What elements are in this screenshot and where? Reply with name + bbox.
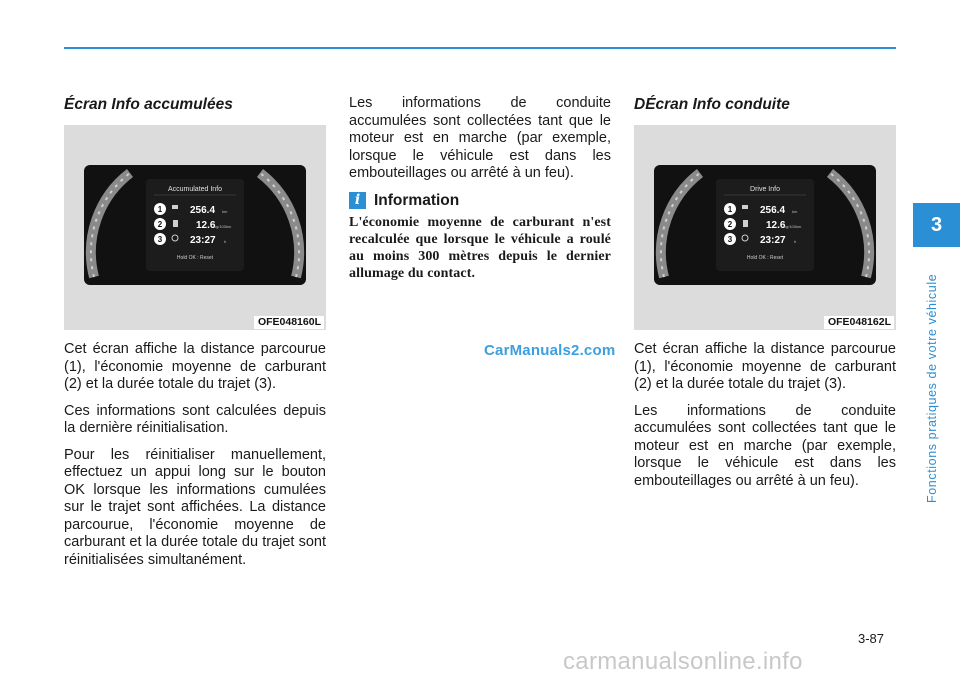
distance-value: 256.4 — [760, 205, 786, 216]
top-rule — [64, 47, 896, 49]
right-column — [634, 95, 896, 499]
time-value: 23:27 — [190, 235, 216, 246]
time-value: 23:27 — [760, 235, 786, 246]
fuel-unit: kg/100km — [784, 224, 802, 229]
paragraph: Pour les réinitialiser manuellement, effectuez un appui long sur le bouton OK lorsque les informations cumulées sur le trajet sont affichées. La distance parcourue, l'économie moyenne de carburant et la durée totale du trajet sont réinitialisées simultanément. — [64, 446, 326, 568]
instrument-cluster-image — [84, 165, 306, 285]
marker-3: 3 — [157, 235, 163, 244]
footer-watermark: carmanualsonline.info — [563, 648, 803, 675]
marker-2: 2 — [157, 220, 163, 229]
paragraph: Les informations de conduite accumulées sont collectées tant que le moteur est en marche (par exemple, lorsque le véhicule est dans les embouteillages ou arrêté à un feu). — [349, 95, 611, 181]
fuel-icon — [743, 220, 748, 227]
instrument-cluster-image — [654, 165, 876, 285]
reset-hint: Hold OK : Reset — [176, 255, 214, 261]
information-header — [349, 192, 611, 210]
cluster-illustration — [654, 165, 876, 285]
information-icon: i — [349, 192, 366, 209]
time-unit: h — [224, 239, 227, 244]
paragraph: Cet écran affiche la distance parcourue (1), l'économie moyenne de carburant (2) et la durée totale du trajet (3). — [64, 341, 326, 392]
marker-3: 3 — [727, 235, 733, 244]
fuel-unit: kg/100km — [214, 224, 232, 229]
figure-code: OFE048160L — [254, 316, 324, 329]
marker-2: 2 — [727, 220, 733, 229]
information-title: Information — [374, 191, 460, 209]
paragraph: Ces informations sont calculées depuis la dernière réinitialisation. — [64, 402, 326, 436]
screen-title: Accumulated Info — [167, 186, 223, 193]
marker-1: 1 — [727, 205, 733, 214]
fuel-value: 12.6 — [766, 220, 786, 231]
distance-unit: km — [792, 209, 798, 214]
fuel-value: 12.6 — [196, 220, 216, 231]
fuel-icon — [173, 220, 178, 227]
reset-hint: Hold OK : Reset — [746, 255, 784, 261]
marker-1: 1 — [157, 205, 163, 214]
chapter-label: Fonctions pratiques de votre véhicule — [925, 273, 939, 503]
information-text: L'économie moyenne de carburant n'est recalculée que lorsque le véhicule a roulé au moins 300 mètres depuis le dernier allumage du contact. — [349, 214, 611, 281]
distance-unit: km — [222, 209, 228, 214]
middle-column — [349, 95, 611, 282]
paragraph: Les informations de conduite accumulées sont collectées tant que le moteur est en marche (par exemple, lorsque le véhicule est dans les embouteillages ou arrêté à un feu). — [634, 402, 896, 489]
page-number: 3-87 — [858, 631, 885, 646]
left-column — [64, 95, 326, 578]
distance-value: 256.4 — [190, 205, 216, 216]
figure-holder — [634, 125, 896, 330]
section-title-accumulated-info: Écran Info accumulées — [64, 96, 233, 113]
section-title-drive-info: DÉcran Info conduite — [634, 96, 790, 113]
car-icon — [742, 205, 748, 209]
screen-title: Drive Info — [750, 186, 780, 193]
car-icon — [172, 205, 178, 209]
figure-accumulated-info — [64, 125, 326, 330]
figure-code: OFE048162L — [824, 316, 894, 329]
cluster-illustration — [84, 165, 306, 285]
time-unit: h — [794, 239, 797, 244]
chapter-tab: 3 — [913, 203, 960, 247]
paragraph: Cet écran affiche la distance parcourue (1), l'économie moyenne de carburant (2) et la durée totale du trajet (3). — [634, 341, 896, 392]
figure-drive-info — [634, 125, 896, 330]
watermark-link[interactable]: CarManuals2.com — [484, 342, 616, 359]
